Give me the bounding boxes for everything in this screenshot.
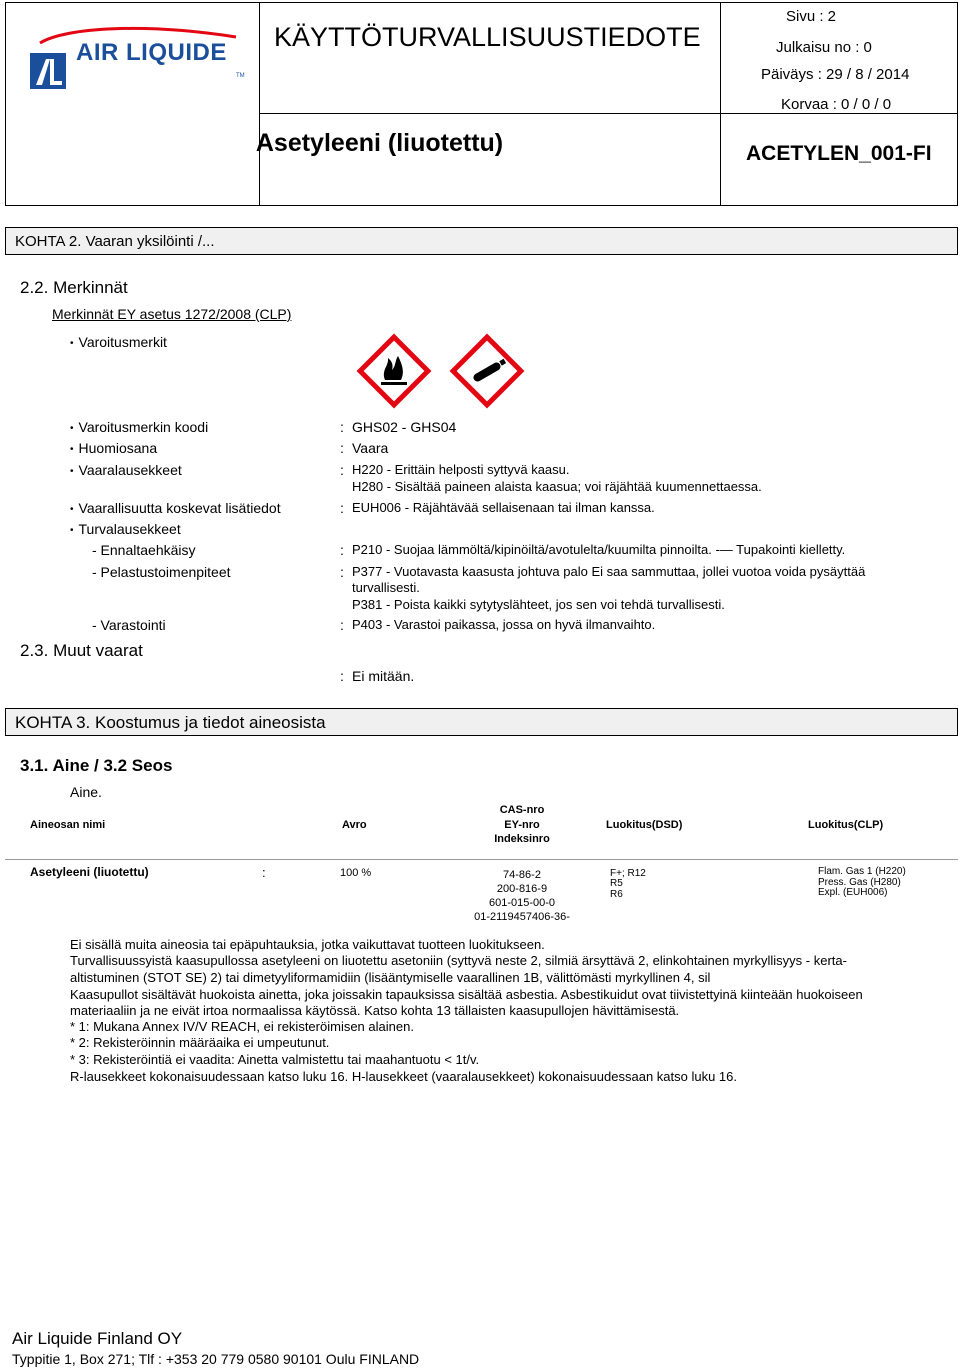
document-title: KÄYTTÖTURVALLISUUSTIEDOTE: [274, 22, 701, 52]
product-name: Asetyleeni (liuotettu): [255, 129, 504, 157]
signal-word-value: Vaara: [352, 440, 389, 456]
component-colon: :: [262, 865, 266, 880]
hazard-statement-h280: H280 - Sisältää paineen alaista kaasua; voi räjähtää kuumennettaessa.: [352, 479, 762, 494]
component-dsd-1: F+; R12: [610, 868, 646, 879]
component-index: 601-015-00-0: [488, 897, 556, 909]
col-header-ey: EY-nro: [504, 819, 540, 831]
pictograms-label: • Varoitusmerkit: [70, 334, 167, 350]
clp-subheading: Merkinnät EY asetus 1272/2008 (CLP): [52, 306, 292, 322]
hazard-statement-h220: H220 - Erittäin helposti syttyvä kaasu.: [352, 462, 570, 477]
issue-date: Päiväys : 29 / 8 / 2014: [761, 66, 910, 83]
response-label: - Pelastustoimenpiteet: [92, 564, 231, 580]
component-cas: 74-86-2: [503, 869, 541, 881]
col-header-avro: Avro: [342, 819, 367, 831]
supplemental-info-label: • Vaarallisuutta koskevat lisätiedot: [70, 500, 281, 516]
component-avro: 100 %: [340, 867, 372, 879]
document-code: ACETYLEN_001-FI: [746, 142, 932, 165]
note-line: altistuminen (STOT SE) 2) tai dimetyyliformamidiin (lisääntymiselle vaarallinen 1B, välittömästi myrkyllinen 4, sil: [70, 970, 711, 985]
prevention-label: - Ennaltaehkäisy: [92, 542, 196, 558]
colon: :: [340, 500, 344, 516]
component-ey: 200-816-9: [496, 883, 548, 895]
prevention-value: P210 - Suojaa lämmöltä/kipinöiltä/avotulelta/kuumilta pinnoilta. -— Tupakointi kielletty.: [352, 542, 846, 557]
colon: :: [340, 440, 344, 456]
air-liquide-logo: [26, 25, 246, 93]
colon: :: [340, 542, 344, 558]
col-header-cas: CAS-nro: [499, 804, 545, 816]
footer-company: Air Liquide Finland OY: [12, 1329, 183, 1348]
note-line: * 2: Rekisteröinnin määräaika ei umpeutunut.: [70, 1035, 330, 1050]
section-3-title: KOHTA 3. Koostumus ja tiedot aineosista: [15, 713, 326, 732]
replaces-date: Korvaa : 0 / 0 / 0: [781, 96, 892, 113]
precautionary-statements-label: • Turvalausekkeet: [70, 521, 181, 537]
other-hazards-value: Ei mitään.: [352, 668, 415, 684]
heading-3-1: 3.1. Aine / 3.2 Seos: [20, 756, 173, 775]
colon: :: [340, 617, 344, 633]
response-value-p381: P381 - Poista kaikki sytytyslähteet, jos sen voi tehdä turvallisesti.: [352, 597, 725, 612]
response-value-p377: P377 - Vuotavasta kaasusta johtuva palo Ei saa sammuttaa, jollei vuotoa voida pysäyttää: [352, 564, 866, 579]
ghs02-flame-icon: [355, 332, 433, 410]
component-dsd-3: R6: [610, 889, 623, 900]
note-line: R-lausekkeet kokonaisuudessaan katso luku 16. H-lausekkeet (vaaralausekkeet) kokonaisuudessaan katso luku 16.: [70, 1069, 737, 1084]
table-header-divider: [5, 859, 958, 860]
supplemental-info-value: EUH006 - Räjähtävää sellaisenaan tai ilman kanssa.: [352, 500, 655, 515]
col-header-index: Indeksinro: [494, 833, 550, 845]
component-dsd-2: R5: [610, 878, 623, 889]
component-clp-1: Flam. Gas 1 (H220): [818, 866, 906, 877]
note-line: materiaaliin ja ne eivät irtoa normaalissa käytössä. Katso kohta 13 tällaisten kaasupullojen hävittämisestä.: [70, 1003, 680, 1018]
heading-2-3: 2.3. Muut vaarat: [20, 641, 143, 660]
component-clp-2: Press. Gas (H280): [818, 877, 901, 888]
substance-label: Aine.: [70, 784, 102, 800]
component-clp-3: Expl. (EUH006): [818, 887, 888, 898]
storage-label: - Varastointi: [92, 617, 166, 633]
hazard-code-value: GHS02 - GHS04: [352, 419, 457, 435]
col-header-dsd: Luokitus(DSD): [606, 819, 683, 831]
hazard-statements-label: • Vaaralausekkeet: [70, 462, 182, 478]
col-header-clp: Luokitus(CLP): [808, 819, 884, 831]
response-value-p377-cont: turvallisesti.: [352, 580, 420, 595]
col-header-name: Aineosan nimi: [30, 819, 106, 831]
ghs04-gas-cylinder-icon: [448, 332, 526, 410]
section-2-bar: [5, 227, 958, 255]
section-2-title: KOHTA 2. Vaaran yksilöinti /...: [15, 233, 215, 250]
colon: :: [340, 668, 344, 684]
note-line: * 1: Mukana Annex IV/V REACH, ei rekisteröimisen alainen.: [70, 1019, 414, 1034]
component-reach: 01-2119457406-36-: [474, 911, 570, 923]
note-line: Kaasupullot sisältävät huokoista ainetta, joka joissakin tapauksissa sisältää asbestia. Asbestikuidut ovat tiivistettyinä kiinteään huokoiseen: [70, 987, 863, 1002]
document-header: [5, 2, 958, 206]
brand-name: AIR LIQUIDE: [76, 39, 227, 66]
section-3-bar: [5, 708, 958, 736]
signal-word-label: • Huomiosana: [70, 440, 157, 456]
note-line: * 3: Rekisteröintiä ei vaadita: Ainetta valmistettu tai maahantuotu < 1t/v.: [70, 1052, 480, 1067]
trademark: TM: [236, 73, 245, 79]
heading-2-2: 2.2. Merkinnät: [20, 278, 128, 297]
colon: :: [340, 419, 344, 435]
note-line: Ei sisällä muita aineosia tai epäpuhtauksia, jotka vaikuttavat tuotteen luokitukseen.: [70, 937, 545, 952]
storage-value: P403 - Varastoi paikassa, jossa on hyvä ilmanvaihto.: [352, 617, 656, 632]
hazard-code-label: • Varoitusmerkin koodi: [70, 419, 208, 435]
page-number: Sivu : 2: [786, 8, 837, 25]
component-name: Asetyleeni (liuotettu): [30, 865, 149, 879]
edition-number: Julkaisu no : 0: [776, 39, 872, 56]
colon: :: [340, 564, 344, 580]
note-line: Turvallisuussyistä kaasupullossa asetyleeni on liuotettu asetoniin (syttyvä neste 2, silmiä ärsyttävä 2, elinkohtainen myrkyllisyys - kerta-: [70, 953, 847, 968]
footer-address: Typpitie 1, Box 271; Tlf : +353 20 779 0580 90101 Oulu FINLAND: [12, 1351, 420, 1367]
colon: :: [340, 462, 344, 478]
